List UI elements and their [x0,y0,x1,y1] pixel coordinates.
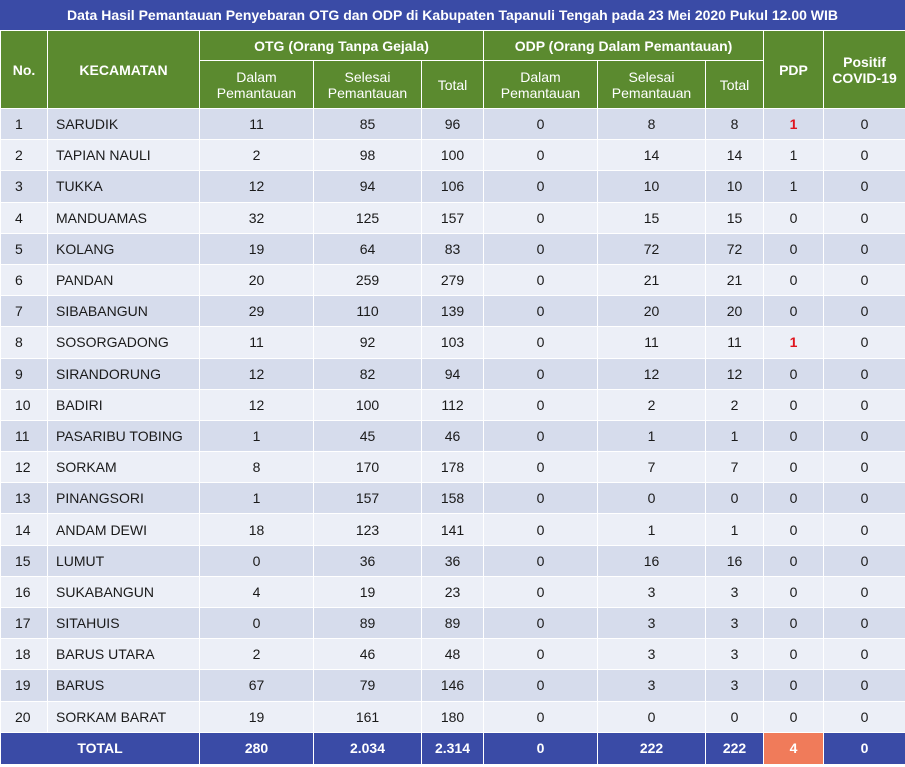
row-odp-total: 15 [706,202,764,233]
row-odp-selesai: 20 [598,296,706,327]
header-otg-total: Total [422,61,484,109]
row-no: 15 [1,545,48,576]
row-otg-selesai: 19 [314,576,422,607]
row-no: 5 [1,233,48,264]
row-odp-selesai: 3 [598,576,706,607]
row-positif: 0 [824,358,905,389]
total-odp-total: 222 [706,732,764,764]
row-otg-selesai: 82 [314,358,422,389]
total-positif: 0 [824,732,905,764]
row-positif: 0 [824,202,905,233]
row-pdp: 0 [764,608,824,639]
row-odp-total: 3 [706,576,764,607]
row-positif: 0 [824,576,905,607]
row-no: 8 [1,327,48,358]
row-pdp: 0 [764,264,824,295]
row-pdp: 0 [764,452,824,483]
row-kecamatan: BADIRI [48,389,200,420]
table-row [1,109,905,140]
row-otg-dalam: 32 [200,202,314,233]
row-pdp: 0 [764,358,824,389]
header-pdp: PDP [764,31,824,109]
row-pdp: 0 [764,202,824,233]
row-kecamatan: SOSORGADONG [48,327,200,358]
row-pdp: 0 [764,483,824,514]
row-odp-dalam: 0 [484,420,598,451]
row-pdp: 0 [764,296,824,327]
row-positif: 0 [824,452,905,483]
row-pdp: 0 [764,701,824,732]
row-odp-total: 1 [706,514,764,545]
total-odp-dalam: 0 [484,732,598,764]
row-otg-dalam: 11 [200,327,314,358]
row-otg-selesai: 45 [314,420,422,451]
total-otg-dalam: 280 [200,732,314,764]
table-row [1,264,905,295]
row-otg-selesai: 64 [314,233,422,264]
row-otg-total: 157 [422,202,484,233]
row-positif: 0 [824,140,905,171]
row-otg-dalam: 11 [200,109,314,140]
row-otg-dalam: 29 [200,296,314,327]
row-otg-selesai: 157 [314,483,422,514]
row-otg-total: 46 [422,420,484,451]
row-no: 13 [1,483,48,514]
row-odp-dalam: 0 [484,608,598,639]
header-odp-selesai: Selesai Pemantauan [598,61,706,109]
row-otg-dalam: 19 [200,701,314,732]
row-pdp: 0 [764,233,824,264]
row-otg-selesai: 125 [314,202,422,233]
row-odp-selesai: 0 [598,483,706,514]
row-odp-dalam: 0 [484,483,598,514]
row-kecamatan: PANDAN [48,264,200,295]
row-odp-selesai: 3 [598,639,706,670]
total-label: TOTAL [1,732,200,764]
row-odp-selesai: 1 [598,514,706,545]
row-odp-dalam: 0 [484,327,598,358]
row-pdp: 1 [764,140,824,171]
row-otg-total: 112 [422,389,484,420]
row-kecamatan: PINANGSORI [48,483,200,514]
row-odp-total: 0 [706,483,764,514]
row-otg-dalam: 2 [200,140,314,171]
row-odp-total: 11 [706,327,764,358]
row-pdp: 0 [764,670,824,701]
row-odp-selesai: 3 [598,670,706,701]
row-no: 14 [1,514,48,545]
table-row [1,670,905,701]
row-kecamatan: BARUS UTARA [48,639,200,670]
row-odp-total: 0 [706,701,764,732]
row-odp-total: 3 [706,639,764,670]
row-kecamatan: TUKKA [48,171,200,202]
row-odp-selesai: 10 [598,171,706,202]
row-odp-total: 12 [706,358,764,389]
row-otg-total: 89 [422,608,484,639]
row-positif: 0 [824,670,905,701]
row-otg-total: 106 [422,171,484,202]
row-odp-selesai: 3 [598,608,706,639]
row-otg-total: 48 [422,639,484,670]
row-odp-dalam: 0 [484,233,598,264]
row-otg-dalam: 12 [200,389,314,420]
table-row [1,140,905,171]
row-odp-selesai: 7 [598,452,706,483]
row-no: 19 [1,670,48,701]
row-odp-dalam: 0 [484,171,598,202]
row-kecamatan: MANDUAMAS [48,202,200,233]
row-no: 10 [1,389,48,420]
row-otg-total: 96 [422,109,484,140]
row-otg-total: 94 [422,358,484,389]
table-row [1,545,905,576]
row-otg-total: 279 [422,264,484,295]
row-odp-selesai: 1 [598,420,706,451]
row-pdp: 1 [764,327,824,358]
table-row [1,576,905,607]
row-otg-total: 158 [422,483,484,514]
row-odp-total: 10 [706,171,764,202]
row-pdp: 1 [764,171,824,202]
row-otg-selesai: 161 [314,701,422,732]
table-row [1,389,905,420]
header-otg-selesai: Selesai Pemantauan [314,61,422,109]
row-odp-selesai: 21 [598,264,706,295]
row-otg-selesai: 79 [314,670,422,701]
row-odp-selesai: 11 [598,327,706,358]
row-otg-dalam: 12 [200,358,314,389]
row-kecamatan: SITAHUIS [48,608,200,639]
monitoring-table [0,30,905,765]
row-odp-dalam: 0 [484,358,598,389]
row-otg-dalam: 2 [200,639,314,670]
row-odp-selesai: 16 [598,545,706,576]
row-no: 7 [1,296,48,327]
row-otg-selesai: 94 [314,171,422,202]
row-no: 6 [1,264,48,295]
table-row [1,233,905,264]
row-odp-dalam: 0 [484,514,598,545]
row-odp-selesai: 72 [598,233,706,264]
row-otg-selesai: 259 [314,264,422,295]
row-otg-total: 146 [422,670,484,701]
row-otg-dalam: 0 [200,608,314,639]
table-row [1,483,905,514]
table-row [1,202,905,233]
row-no: 18 [1,639,48,670]
table-row [1,452,905,483]
row-pdp: 0 [764,389,824,420]
row-odp-dalam: 0 [484,140,598,171]
row-pdp: 0 [764,639,824,670]
row-otg-total: 36 [422,545,484,576]
row-otg-selesai: 46 [314,639,422,670]
row-kecamatan: SORKAM BARAT [48,701,200,732]
row-otg-dalam: 12 [200,171,314,202]
header-positif: Positif COVID-19 [824,31,905,109]
row-no: 3 [1,171,48,202]
total-odp-selesai: 222 [598,732,706,764]
row-odp-dalam: 0 [484,452,598,483]
header-no: No. [1,31,48,109]
row-kecamatan: ANDAM DEWI [48,514,200,545]
row-positif: 0 [824,639,905,670]
row-odp-total: 21 [706,264,764,295]
row-odp-total: 20 [706,296,764,327]
row-otg-dalam: 67 [200,670,314,701]
row-positif: 0 [824,296,905,327]
row-odp-dalam: 0 [484,545,598,576]
row-otg-dalam: 19 [200,233,314,264]
row-odp-dalam: 0 [484,389,598,420]
total-pdp: 4 [764,732,824,764]
row-positif: 0 [824,327,905,358]
row-odp-total: 2 [706,389,764,420]
row-no: 11 [1,420,48,451]
row-odp-dalam: 0 [484,109,598,140]
table-row [1,296,905,327]
row-odp-dalam: 0 [484,639,598,670]
row-otg-selesai: 36 [314,545,422,576]
row-odp-total: 3 [706,670,764,701]
table-row [1,608,905,639]
table-row [1,514,905,545]
total-otg-total: 2.314 [422,732,484,764]
row-kecamatan: SORKAM [48,452,200,483]
row-odp-dalam: 0 [484,264,598,295]
row-no: 20 [1,701,48,732]
row-positif: 0 [824,608,905,639]
header-odp-total: Total [706,61,764,109]
row-positif: 0 [824,389,905,420]
row-odp-selesai: 15 [598,202,706,233]
row-otg-dalam: 8 [200,452,314,483]
row-otg-total: 103 [422,327,484,358]
row-positif: 0 [824,545,905,576]
table-body [1,109,905,733]
row-positif: 0 [824,109,905,140]
row-odp-dalam: 0 [484,296,598,327]
row-no: 12 [1,452,48,483]
row-odp-total: 3 [706,608,764,639]
row-otg-dalam: 4 [200,576,314,607]
row-no: 9 [1,358,48,389]
table-row [1,358,905,389]
total-row [1,732,905,764]
header-otg-group: OTG (Orang Tanpa Gejala) [200,31,484,61]
row-positif: 0 [824,701,905,732]
row-positif: 0 [824,171,905,202]
row-no: 1 [1,109,48,140]
row-odp-selesai: 14 [598,140,706,171]
row-pdp: 0 [764,514,824,545]
row-odp-total: 72 [706,233,764,264]
row-otg-dalam: 0 [200,545,314,576]
row-odp-total: 1 [706,420,764,451]
row-otg-dalam: 1 [200,420,314,451]
header-odp-group: ODP (Orang Dalam Pemantauan) [484,31,764,61]
header-otg-dalam: Dalam Pemantauan [200,61,314,109]
row-kecamatan: SIRANDORUNG [48,358,200,389]
row-otg-dalam: 20 [200,264,314,295]
row-otg-selesai: 85 [314,109,422,140]
row-positif: 0 [824,514,905,545]
row-positif: 0 [824,483,905,514]
row-kecamatan: SARUDIK [48,109,200,140]
row-otg-total: 100 [422,140,484,171]
row-odp-dalam: 0 [484,701,598,732]
row-kecamatan: PASARIBU TOBING [48,420,200,451]
row-odp-dalam: 0 [484,670,598,701]
row-odp-total: 16 [706,545,764,576]
row-pdp: 1 [764,109,824,140]
row-otg-total: 141 [422,514,484,545]
row-kecamatan: SIBABANGUN [48,296,200,327]
row-otg-selesai: 92 [314,327,422,358]
row-no: 2 [1,140,48,171]
row-otg-selesai: 110 [314,296,422,327]
row-odp-total: 14 [706,140,764,171]
row-otg-total: 83 [422,233,484,264]
table-row [1,171,905,202]
table-row [1,701,905,732]
row-odp-total: 7 [706,452,764,483]
row-otg-total: 23 [422,576,484,607]
row-positif: 0 [824,233,905,264]
row-odp-selesai: 8 [598,109,706,140]
header-odp-dalam: Dalam Pemantauan [484,61,598,109]
row-no: 17 [1,608,48,639]
row-otg-selesai: 100 [314,389,422,420]
row-pdp: 0 [764,576,824,607]
row-otg-selesai: 98 [314,140,422,171]
row-no: 16 [1,576,48,607]
row-kecamatan: TAPIAN NAULI [48,140,200,171]
table-row [1,420,905,451]
row-kecamatan: BARUS [48,670,200,701]
row-pdp: 0 [764,545,824,576]
table-row [1,327,905,358]
row-kecamatan: LUMUT [48,545,200,576]
row-otg-total: 139 [422,296,484,327]
header-kecamatan: KECAMATAN [48,31,200,109]
row-odp-selesai: 2 [598,389,706,420]
report-title: Data Hasil Pemantauan Penyebaran OTG dan ODP di Kabupaten Tapanuli Tengah pada 23 Mei 2020 Pukul 12.00 WIB [0,0,905,30]
row-odp-total: 8 [706,109,764,140]
row-otg-dalam: 18 [200,514,314,545]
row-otg-total: 180 [422,701,484,732]
row-otg-selesai: 170 [314,452,422,483]
row-pdp: 0 [764,420,824,451]
row-no: 4 [1,202,48,233]
row-otg-selesai: 89 [314,608,422,639]
row-odp-selesai: 0 [598,701,706,732]
row-odp-dalam: 0 [484,576,598,607]
row-odp-dalam: 0 [484,202,598,233]
row-otg-dalam: 1 [200,483,314,514]
row-odp-selesai: 12 [598,358,706,389]
row-otg-selesai: 123 [314,514,422,545]
row-kecamatan: KOLANG [48,233,200,264]
row-positif: 0 [824,420,905,451]
row-positif: 0 [824,264,905,295]
row-otg-total: 178 [422,452,484,483]
table-row [1,639,905,670]
row-kecamatan: SUKABANGUN [48,576,200,607]
total-otg-selesai: 2.034 [314,732,422,764]
